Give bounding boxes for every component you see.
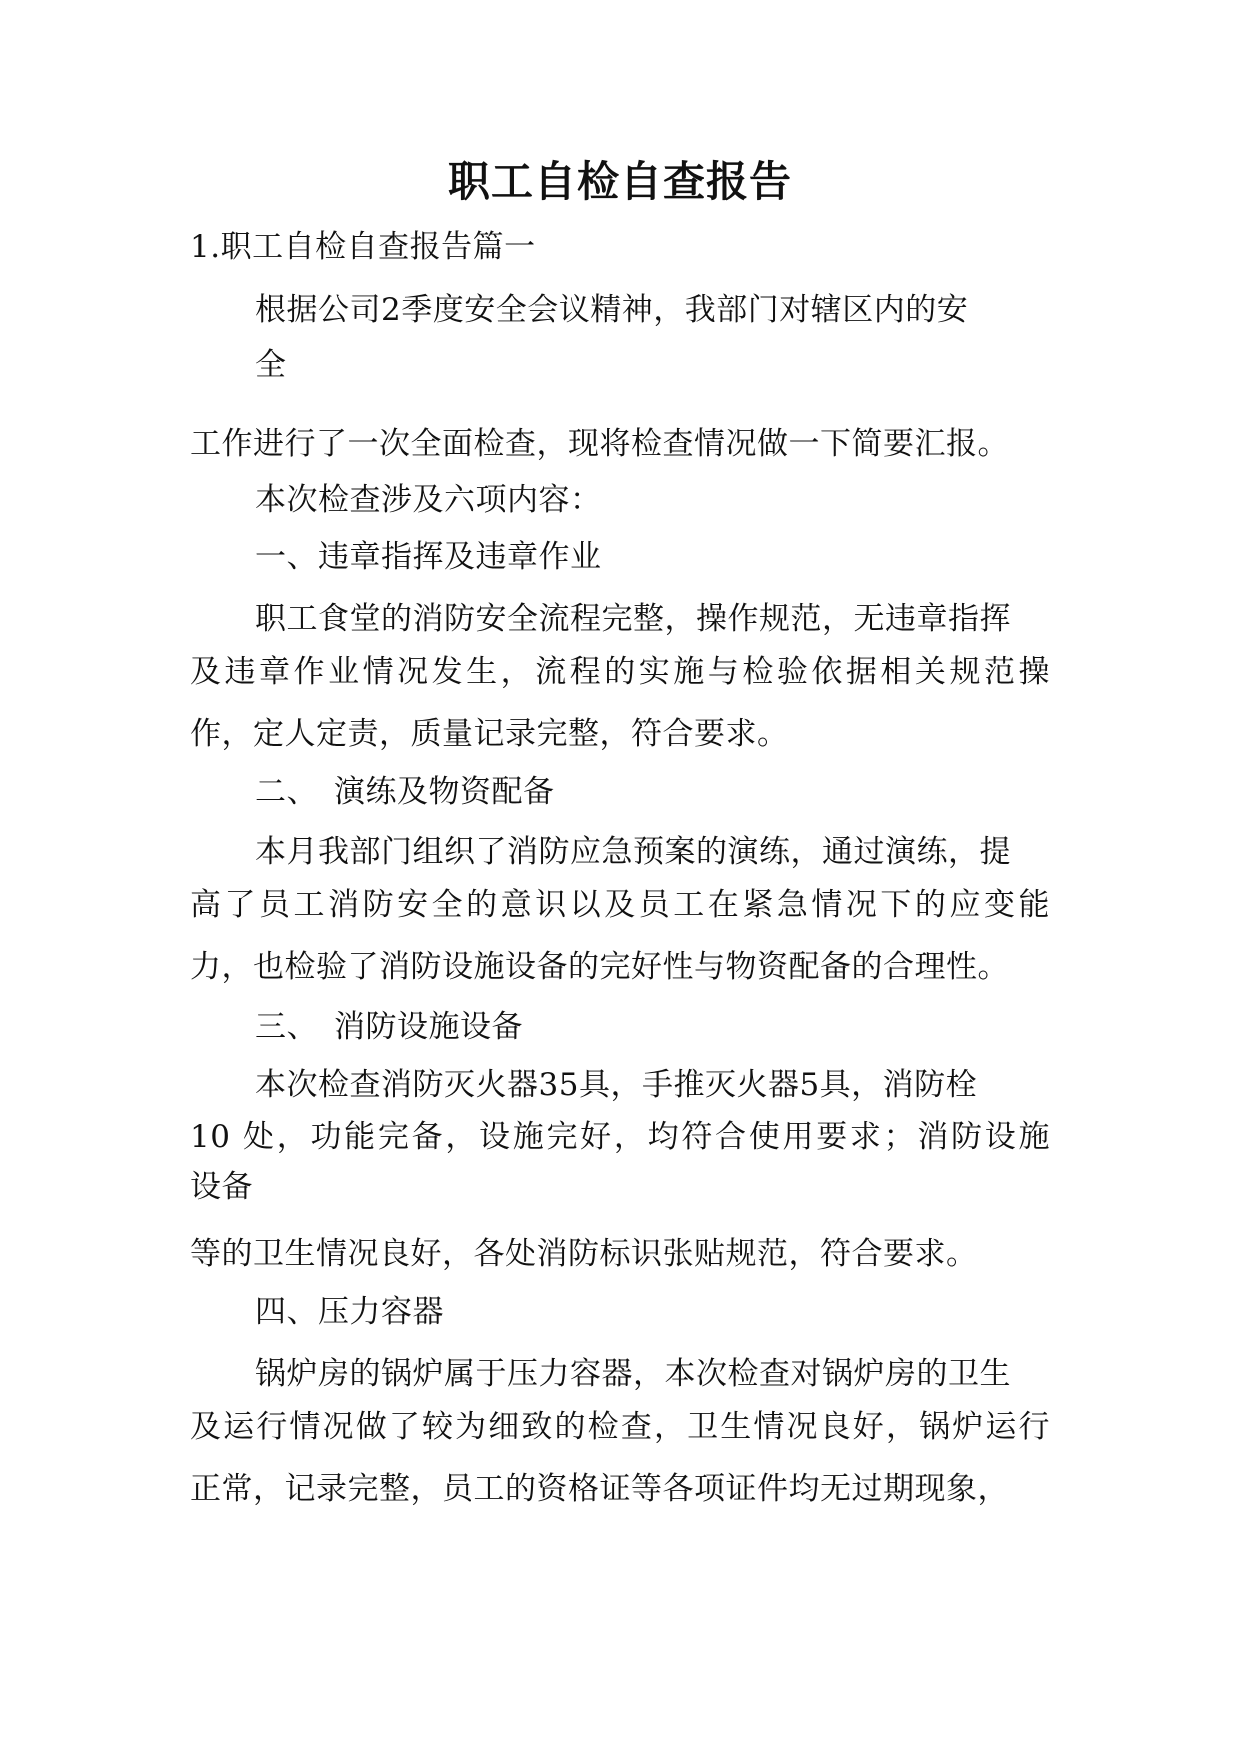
paragraph-line: 力，也检验了消防设施设备的完好性与物资配备的合理性。 (190, 949, 1009, 985)
paragraph-line: 作，定人定责，质量记录完整，符合要求。 (190, 716, 789, 752)
document-title: 职工自检自查报告 (447, 157, 792, 206)
subsection-heading: 三、 消防设施设备 (255, 1009, 523, 1045)
paragraph-line: 全 (255, 347, 287, 383)
paragraph-line: 本次检查消防灭火器35具，手推灭火器5具，消防栓 (255, 1067, 978, 1103)
section-heading: 1.职工自检自查报告篇一 (190, 229, 536, 265)
paragraph-line: 设备 (190, 1169, 253, 1205)
paragraph-line: 10 处，功能完备，设施完好，均符合使用要求；消防设施 (190, 1119, 1050, 1155)
paragraph-line: 工作进行了一次全面检查，现将检查情况做一下简要汇报。 (190, 426, 1009, 462)
paragraph-line: 高了员工消防安全的意识以及员工在紧急情况下的应变能 (190, 887, 1050, 923)
paragraph-line: 等的卫生情况良好，各处消防标识张贴规范，符合要求。 (190, 1236, 978, 1272)
subsection-heading: 四、压力容器 (255, 1294, 444, 1330)
paragraph-line: 根据公司2季度安全会议精神，我部门对辖区内的安 (255, 292, 969, 328)
paragraph-line: 锅炉房的锅炉属于压力容器，本次检查对锅炉房的卫生 (255, 1356, 1011, 1392)
paragraph-line: 正常，记录完整，员工的资格证等各项证件均无过期现象， (190, 1471, 1009, 1507)
subsection-heading: 二、 演练及物资配备 (255, 774, 555, 810)
subsection-heading: 一、违章指挥及违章作业 (255, 539, 602, 575)
paragraph-line: 职工食堂的消防安全流程完整，操作规范，无违章指挥 (255, 601, 1011, 637)
paragraph-line: 本月我部门组织了消防应急预案的演练，通过演练，提 (255, 834, 1011, 870)
paragraph-line: 及违章作业情况发生，流程的实施与检验依据相关规范操 (190, 654, 1050, 690)
paragraph-line: 及运行情况做了较为细致的检查，卫生情况良好，锅炉运行 (190, 1409, 1050, 1445)
paragraph-line: 本次检查涉及六项内容： (255, 482, 602, 518)
